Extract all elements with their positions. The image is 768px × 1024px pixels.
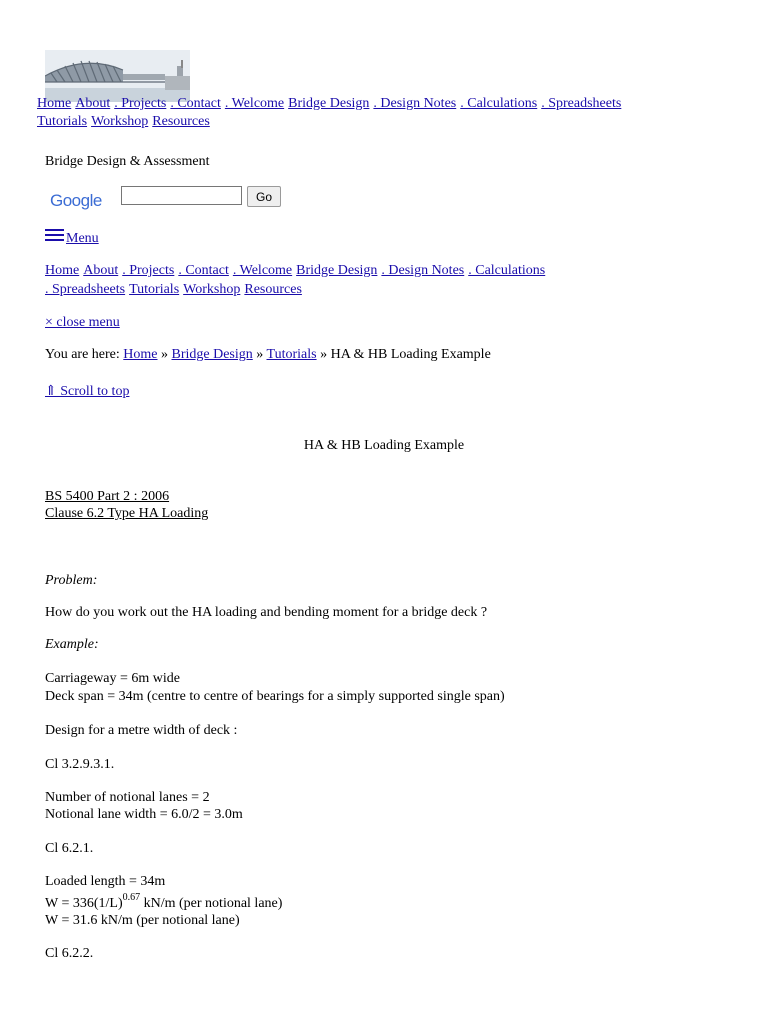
menu-nav-home[interactable]: Home xyxy=(45,263,80,278)
menu-nav-calculations[interactable]: . Calculations xyxy=(468,263,546,278)
carriageway-line: Carriageway = 6m wide xyxy=(45,671,181,686)
nav-home[interactable]: Home xyxy=(37,96,72,111)
notional-lanes-line: Number of notional lanes = 2 xyxy=(45,790,210,805)
breadcrumb-separator: » xyxy=(161,347,168,362)
hamburger-icon[interactable] xyxy=(45,229,64,241)
nav-workshop[interactable]: Workshop xyxy=(91,114,149,129)
nav-spreadsheets[interactable]: . Spreadsheets xyxy=(541,96,622,111)
menu-nav-projects[interactable]: . Projects xyxy=(122,263,175,278)
example-label-text: Example: xyxy=(45,637,99,652)
menu-nav-about[interactable]: About xyxy=(83,263,119,278)
breadcrumb-current: HA & HB Loading Example xyxy=(330,347,491,362)
menu-nav-workshop[interactable]: Workshop xyxy=(183,282,241,297)
clause-6-2-1: Cl 6.2.1. xyxy=(45,841,94,856)
nav-contact[interactable]: . Contact xyxy=(170,96,221,111)
breadcrumb-separator: » xyxy=(320,347,328,362)
page-title: HA & HB Loading Example xyxy=(303,438,465,453)
w-value-line: W = 31.6 kN/m (per notional lane) xyxy=(45,913,240,928)
breadcrumb-home[interactable]: Home xyxy=(123,347,158,362)
standard-reference: BS 5400 Part 2 : 2006 xyxy=(45,489,170,504)
design-width-line: Design for a metre width of deck : xyxy=(45,723,238,738)
problem-label-text: Problem: xyxy=(45,573,98,588)
nav-projects[interactable]: . Projects xyxy=(114,96,167,111)
breadcrumb-separator: » xyxy=(256,347,264,362)
nav-calculations[interactable]: . Calculations xyxy=(460,96,538,111)
nav-tutorials[interactable]: Tutorials xyxy=(37,114,88,129)
top-nav-row-2 xyxy=(37,113,214,130)
formula-base: W = 336(1/L) xyxy=(45,896,123,911)
search-input[interactable] xyxy=(121,186,242,205)
example-label xyxy=(45,636,99,653)
load-formula-line xyxy=(45,892,283,912)
menu-nav-tutorials[interactable]: Tutorials xyxy=(129,282,180,297)
nav-design-notes[interactable]: . Design Notes xyxy=(373,96,457,111)
menu-nav-row-1 xyxy=(45,262,549,279)
menu-nav-bridge-design[interactable]: Bridge Design xyxy=(296,263,378,278)
scroll-to-top-link[interactable]: ⇑ Scroll to top xyxy=(45,384,130,399)
menu-nav-resources[interactable]: Resources xyxy=(244,282,302,297)
problem-label xyxy=(45,572,97,589)
menu-nav-spreadsheets[interactable]: . Spreadsheets xyxy=(45,282,126,297)
nav-welcome[interactable]: . Welcome xyxy=(224,96,285,111)
nav-resources[interactable]: Resources xyxy=(152,114,210,129)
site-title: Bridge Design & Assessment xyxy=(45,154,210,169)
clause-3-2-9-3-1: Cl 3.2.9.3.1. xyxy=(45,757,115,772)
deck-span-line: Deck span = 34m (centre to centre of bearings for a simply supported single span) xyxy=(45,689,505,704)
top-nav-row-1 xyxy=(37,95,625,112)
nav-bridge-design[interactable]: Bridge Design xyxy=(288,96,370,111)
formula-units: kN/m (per notional lane) xyxy=(140,896,283,911)
menu-nav-welcome[interactable]: . Welcome xyxy=(232,263,293,278)
nav-about[interactable]: About xyxy=(75,96,111,111)
lane-width-line: Notional lane width = 6.0/2 = 3.0m xyxy=(45,807,243,822)
google-logo-text: Google xyxy=(50,191,102,210)
menu-nav-design-notes[interactable]: . Design Notes xyxy=(381,263,465,278)
google-logo xyxy=(50,190,102,212)
menu-nav-row-2 xyxy=(45,281,306,298)
go-button[interactable]: Go xyxy=(247,186,281,207)
menu-link[interactable]: Menu xyxy=(66,231,99,246)
close-menu-link[interactable]: × close menu xyxy=(45,315,120,330)
problem-text: How do you work out the HA loading and bending moment for a bridge deck ? xyxy=(45,605,488,620)
breadcrumb-tutorials[interactable]: Tutorials xyxy=(266,347,317,362)
breadcrumb xyxy=(45,346,491,363)
menu-nav-contact[interactable]: . Contact xyxy=(178,263,229,278)
formula-exponent: 0.67 xyxy=(122,892,141,903)
clause-reference: Clause 6.2 Type HA Loading xyxy=(45,506,209,521)
clause-6-2-2: Cl 6.2.2. xyxy=(45,946,94,961)
breadcrumb-bridge-design[interactable]: Bridge Design xyxy=(171,347,253,362)
loaded-length-line: Loaded length = 34m xyxy=(45,874,166,889)
breadcrumb-prefix: You are here: xyxy=(45,347,120,362)
